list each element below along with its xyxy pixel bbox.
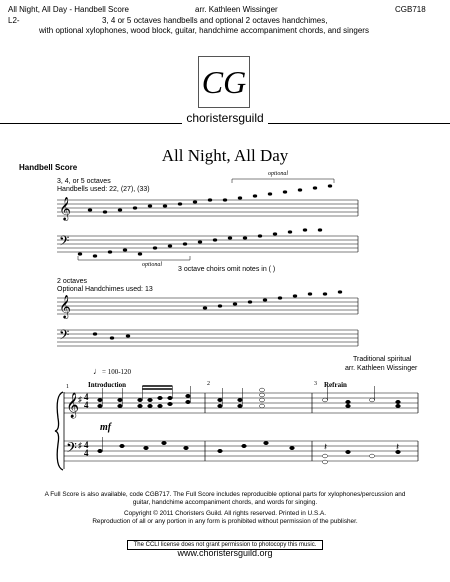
time-sig-top: 4 <box>84 440 89 450</box>
sharp-icon: ♯ <box>78 441 82 450</box>
score-title: All Night, All Day <box>161 146 289 165</box>
sharp-icon: ♯ <box>78 395 82 404</box>
system-brace <box>55 392 63 470</box>
optional-upper-label: optional <box>268 171 289 177</box>
handbells-used: Handbells used: 22, (27), (33) <box>57 186 150 193</box>
excerpt-treble-staff <box>64 393 418 413</box>
dynamic-marking: mf <box>100 422 112 433</box>
full-score-line-1: A Full Score is also available, code CGB717. The Full Score includes reproducible optional parts for xylophones/percussion and <box>44 491 406 498</box>
full-score-line-2: guitar, handchime accompaniment chords, and words for singing. <box>132 499 318 506</box>
website-link[interactable]: www.choristersguild.org <box>177 548 273 558</box>
score-label: Handbell Score <box>19 163 78 172</box>
choirs-note: 3 octave choirs omit notes in ( ) <box>178 266 276 273</box>
header-arranger: arr. Kathleen Wissinger <box>195 5 278 14</box>
copyright-block <box>0 510 450 526</box>
scoring-line-1: 3, 4 or 5 octaves handbells and optional 2 octaves handchimes, <box>102 16 328 25</box>
excerpt-bass-staff <box>64 441 418 461</box>
measure-number-2: 2 <box>207 381 210 387</box>
copyright-line: Copyright © 2011 Choristers Guild. All rights reserved. Printed in U.S.A. <box>123 510 327 517</box>
measure-number-1: 1 <box>66 384 69 390</box>
header-title: All Night, All Day - Handbell Score <box>8 5 129 14</box>
treble-clef-icon: 𝄞 <box>59 296 71 318</box>
section-refrain: Refrain <box>324 381 347 389</box>
catalog-code: CGB718 <box>395 5 426 14</box>
treble-clef-icon: 𝄞 <box>59 198 71 220</box>
logo-monogram: CG <box>201 64 247 100</box>
reproduction-line: Reproduction of all or any portion in any form is prohibited without permission of the publisher. <box>92 518 358 525</box>
measure-number-3: 3 <box>314 381 317 387</box>
time-sig-top: 4 <box>84 392 89 402</box>
bass-clef-icon: 𝄢 <box>59 329 70 346</box>
bass-clef-icon: 𝄢 <box>59 235 70 252</box>
scoring-line-2: with optional xylophones, wood block, guitar, handchime accompaniment chords, and singers <box>39 26 369 35</box>
treble-clef-icon: 𝄞 <box>66 392 80 417</box>
rest-icons <box>324 442 399 453</box>
full-score-note <box>0 491 450 507</box>
quarter-note-icon: ♩ <box>93 366 102 376</box>
tempo-value: = 100-120 <box>102 368 132 376</box>
handchimes-range: 2 octaves <box>57 278 87 285</box>
optional-lower-label: optional <box>142 262 163 268</box>
bass-clef-icon: 𝄢 <box>66 440 77 459</box>
svg-text:𝄽: 𝄽 <box>396 442 400 453</box>
handchimes-used: Optional Handchimes used: 13 <box>57 286 153 293</box>
section-introduction: Introduction <box>88 381 126 389</box>
note-beams <box>142 386 172 389</box>
excerpt-arranger: arr. Kathleen Wissinger <box>345 365 418 372</box>
ccli-notice: The CCLI license does not grant permission to photocopy this music. <box>127 540 324 550</box>
time-sig-bottom: 4 <box>84 400 89 410</box>
handbells-range: 3, 4, or 5 octaves <box>57 178 111 185</box>
time-sig-bottom: 4 <box>84 448 89 458</box>
difficulty-level: L2- <box>8 16 20 25</box>
svg-text:𝄽: 𝄽 <box>324 442 328 453</box>
logo-name-text: choristersguild <box>182 111 267 125</box>
source-credit: Traditional spiritual <box>353 356 412 363</box>
